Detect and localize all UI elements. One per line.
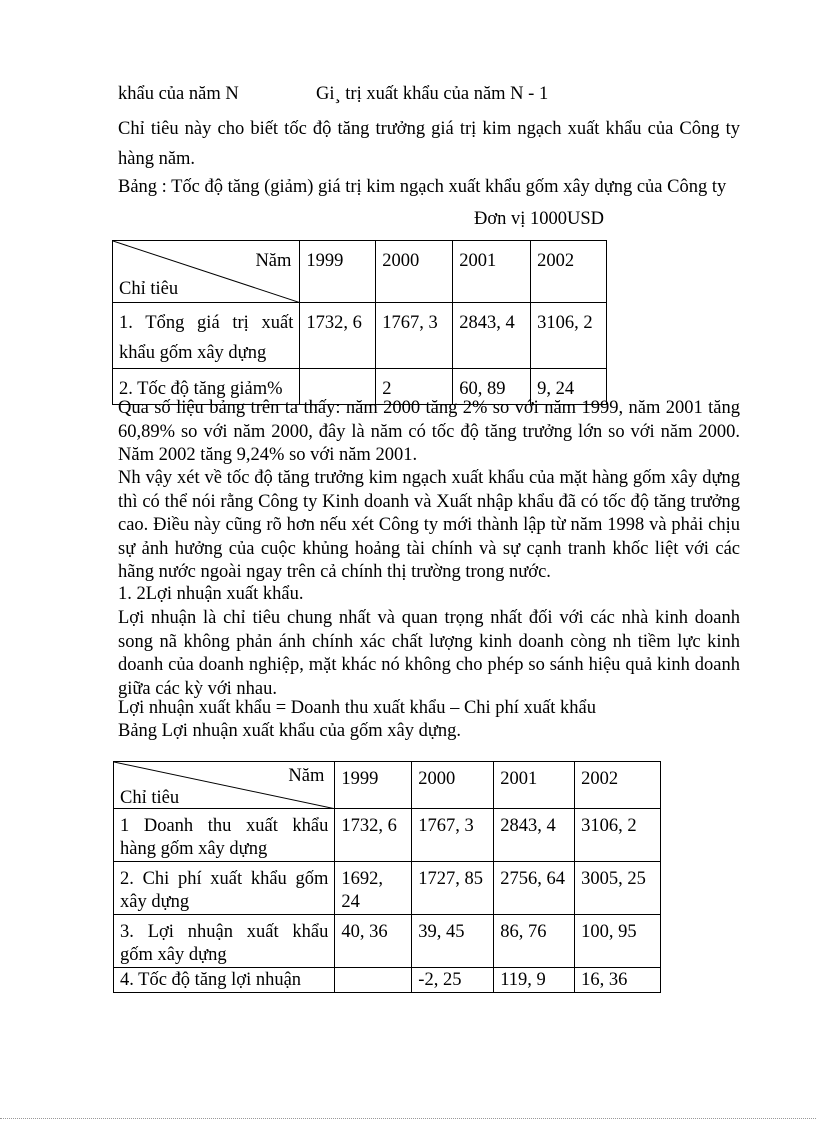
table-cell: 60, 89 bbox=[453, 369, 531, 405]
table-cell: 3005, 25 bbox=[575, 862, 661, 915]
table-cell: 2843, 4 bbox=[453, 303, 531, 369]
table-cell: 2 bbox=[376, 369, 453, 405]
row-label: 2. Tốc độ tăng giảm% bbox=[113, 369, 300, 405]
row-label: 1 Doanh thu xuất khẩu hàng gốm xây dựng bbox=[114, 809, 335, 862]
table-cell: -2, 25 bbox=[412, 968, 494, 993]
table-cell: 2756, 64 bbox=[494, 862, 575, 915]
table-row bbox=[114, 862, 661, 915]
paragraph-conclusion: Nh vậy xét về tốc độ tăng trưởng kim ngạch xuất khẩu của mặt hàng gốm xây dựng thì có thể nói rằng Công ty Kinh doanh và Xuất nhập khẩu đã có tốc độ tăng trưởng cao. Điều này cũng rõ hơn nếu xét Công ty mới thành lập từ năm 1998 và phải chịu sự ảnh hưởng của cuộc khủng hoảng tài chính và sự cạnh tranh khốc liệt với các hãng nước ngoài ngay trên cả chính thị trường trong nước. bbox=[118, 468, 740, 582]
table1-title: Bảng : Tốc độ tăng (giảm) giá trị kim ngạch xuất khẩu gốm xây dựng của Công ty bbox=[118, 177, 727, 197]
year-header: 2000 bbox=[376, 241, 453, 303]
growth-table bbox=[112, 240, 607, 405]
row-label: 1. Tổng giá trị xuất khẩu gốm xây dựng bbox=[113, 303, 300, 369]
table-cell: 40, 36 bbox=[335, 915, 412, 968]
table-cell: 1767, 3 bbox=[376, 303, 453, 369]
year-header: 2002 bbox=[531, 241, 607, 303]
profit-table bbox=[113, 761, 661, 993]
page-bottom-border bbox=[0, 1118, 816, 1119]
table-cell: 2843, 4 bbox=[494, 809, 575, 862]
table-header-row bbox=[113, 241, 607, 303]
year-header: 1999 bbox=[335, 762, 412, 809]
header-indicator-label: Chỉ tiêu bbox=[120, 788, 180, 808]
table-cell: 9, 24 bbox=[531, 369, 607, 405]
table-row bbox=[114, 915, 661, 968]
paragraph-profit: Lợi nhuận là chỉ tiêu chung nhất và quan trọng nhất đối với các nhà kinh doanh song nã không phản ánh chính xác chất lượng kinh doanh còng nh tiềm lực kinh doanh của doanh nghiệp, mặt khác nó không cho phép so sánh hiệu quả kinh doanh giữa các kỳ với nhau. bbox=[118, 608, 740, 699]
profit-formula: Lợi nhuận xuất khẩu = Doanh thu xuất khẩu – Chi phí xuất khẩu bbox=[118, 698, 597, 718]
diagonal-header-cell bbox=[113, 241, 300, 303]
table-cell: 86, 76 bbox=[494, 915, 575, 968]
table-cell: 16, 36 bbox=[575, 968, 661, 993]
formula-denominator-left: khẩu của năm N bbox=[118, 84, 239, 104]
section-heading: 1. 2Lợi nhuận xuất khẩu. bbox=[118, 584, 304, 604]
header-indicator-label: Chỉ tiêu bbox=[119, 279, 179, 299]
table-row bbox=[113, 303, 607, 369]
diagonal-header-cell bbox=[114, 762, 335, 809]
year-header: 2002 bbox=[575, 762, 661, 809]
table-cell bbox=[335, 968, 412, 993]
paragraph-analysis: Qua số liệu bảng trên ta thấy: năm 2000 tăng 2% so với năm 1999, năm 2001 tăng 60,89% so với năm 2000, đây là năm có tốc độ tăng trưởng lớn so với năm 2000. Năm 2002 tăng 9,24% so với năm 2001. bbox=[118, 398, 740, 465]
table-cell: 1732, 6 bbox=[335, 809, 412, 862]
year-header: 2000 bbox=[412, 762, 494, 809]
row-label: 2. Chi phí xuất khẩu gốm xây dựng bbox=[114, 862, 335, 915]
table-cell: 3106, 2 bbox=[575, 809, 661, 862]
table-row bbox=[114, 809, 661, 862]
year-header: 1999 bbox=[300, 241, 376, 303]
paragraph-indicator: Chỉ tiêu này cho biết tốc độ tăng trưởng giá trị kim ngạch xuất khẩu của Công ty hàng năm. bbox=[118, 119, 740, 169]
table-cell: 1732, 6 bbox=[300, 303, 376, 369]
row-label: 4. Tốc độ tăng lợi nhuận bbox=[114, 968, 335, 993]
table-cell: 39, 45 bbox=[412, 915, 494, 968]
table2-title: Bảng Lợi nhuận xuất khẩu của gốm xây dựng. bbox=[118, 721, 461, 741]
table-cell: 1692, 24 bbox=[335, 862, 412, 915]
table-cell: 100, 95 bbox=[575, 915, 661, 968]
year-header: 2001 bbox=[453, 241, 531, 303]
table-cell: 1727, 85 bbox=[412, 862, 494, 915]
formula-denominator-right: Gi¸ trị xuất khẩu của năm N - 1 bbox=[316, 84, 549, 104]
table-cell: 3106, 2 bbox=[531, 303, 607, 369]
row-label: 3. Lợi nhuận xuất khẩu gốm xây dựng bbox=[114, 915, 335, 968]
header-year-label: Năm bbox=[255, 251, 292, 271]
year-header: 2001 bbox=[494, 762, 575, 809]
table-header-row bbox=[114, 762, 661, 809]
table-row bbox=[114, 968, 661, 993]
table-cell: 1767, 3 bbox=[412, 809, 494, 862]
table-cell: 119, 9 bbox=[494, 968, 575, 993]
table1-unit: Đơn vị 1000USD bbox=[474, 209, 605, 229]
header-year-label: Năm bbox=[288, 766, 325, 786]
